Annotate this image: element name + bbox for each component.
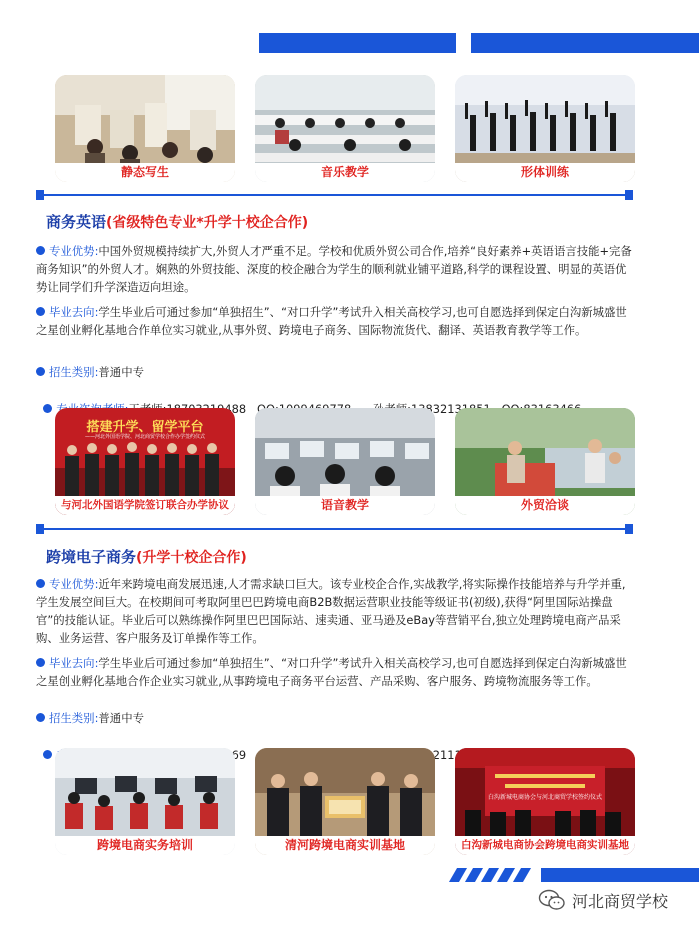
field-label: 专业优势: xyxy=(49,244,99,258)
photo-caption: 音乐教学 xyxy=(255,163,435,182)
divider-cap-left xyxy=(36,524,44,534)
bullet-icon xyxy=(36,367,45,376)
wechat-icon xyxy=(538,889,566,911)
divider-cap-right xyxy=(625,190,633,200)
photo-row-art xyxy=(55,75,635,182)
field-label: 招生类别: xyxy=(49,365,99,379)
field-value: 近年来跨境电商发展迅速,人才需求缺口巨大。该专业校企合作,实战教学,将实际操作技能培养与升学并重,学生发展空间巨大。在校期间可考取阿里巴巴跨境电商B2B数据运营职业技能等级证书(初级),获得“阿里国际站操盘官”的技能认证。毕业后可以熟练操作阿里巴巴国际站、速卖通、亚马逊及eBay等营销平台,独立处理跨境电商产品采购、业务运营、客户服务及订单操作等工作。 xyxy=(36,577,626,645)
section-title-cross-border-ecommerce xyxy=(46,546,247,567)
bullet-icon xyxy=(36,713,45,722)
section-title-tag: (省级特色专业*升学十校企合作) xyxy=(106,215,309,231)
photo-caption: 外贸洽谈 xyxy=(455,496,635,515)
field-value: 普通中专 xyxy=(98,365,144,379)
footer-stripe xyxy=(481,868,499,882)
footer-stripe xyxy=(497,868,515,882)
paragraph-enroll xyxy=(36,363,636,381)
divider-cap-left xyxy=(36,190,44,200)
field-label: 毕业去向: xyxy=(49,656,99,670)
section-title-business-english xyxy=(46,211,308,232)
footer-stripe xyxy=(513,868,531,882)
photo-caption: 跨境电商实务培训 xyxy=(55,836,235,855)
bullet-icon xyxy=(36,246,45,255)
photo-caption: 静态写生 xyxy=(55,163,235,182)
photo-banner-text: 搭建升学、留学平台 xyxy=(86,420,204,435)
photo-signing-ceremony xyxy=(55,408,235,515)
field-value: 学生毕业后可通过参加“单独招生”、“对口升学”考试升入相关高校学习,也可自愿选择到保定白沟新城盛世之星创业孵化基地合作单位实习就业,从事外贸、跨境电子商务、国际物流货代、翻译、英语教育教学等工作。 xyxy=(36,305,627,337)
section-divider xyxy=(36,190,633,200)
bullet-icon xyxy=(36,307,45,316)
footer-brand xyxy=(538,887,668,913)
field-value: 中国外贸规模持续扩大,外贸人才严重不足。学校和优质外贸公司合作,培养“良好素养+英语语言技能+完备商务知识”的外贸人才。娴熟的外贸技能、深度的校企融合为学生的顺利就业铺平道路,科学的课程设置、明显的英语优势让同学们升学深造迈向坦途。 xyxy=(36,244,632,294)
footer-stripe xyxy=(449,868,467,882)
section-title-text: 商务英语 xyxy=(46,213,107,231)
photo-caption: 白沟新城电商协会跨境电商实训基地 xyxy=(455,836,635,855)
field-label: 专业优势: xyxy=(49,577,99,591)
divider-cap-right xyxy=(625,524,633,534)
footer-stripe xyxy=(465,868,483,882)
divider-line xyxy=(36,528,633,530)
footer-brand-name: 河北商贸学校 xyxy=(572,891,669,911)
bullet-icon xyxy=(36,658,45,667)
footer-stripe-bar xyxy=(541,868,699,882)
bullet-icon xyxy=(43,750,52,759)
section-title-tag: (升学十校企合作) xyxy=(136,550,247,566)
header-accent-bar-1 xyxy=(259,33,456,53)
field-value: 普通中专 xyxy=(98,711,144,725)
photo-caption: 语音教学 xyxy=(255,496,435,515)
paragraph-advantage xyxy=(36,242,636,296)
photo-still-life xyxy=(55,75,235,182)
photo-music-class xyxy=(255,75,435,182)
photo-row-ecommerce xyxy=(55,748,635,855)
paragraph-destination xyxy=(36,303,636,339)
photo-qinghe-base xyxy=(255,748,435,855)
paragraph-destination xyxy=(36,654,636,690)
field-label: 招生类别: xyxy=(49,711,99,725)
bullet-icon xyxy=(43,404,52,413)
field-label: 毕业去向: xyxy=(49,305,99,319)
photo-dance-training xyxy=(455,75,635,182)
photo-caption: 形体训练 xyxy=(455,163,635,182)
photo-caption: 清河跨境电商实训基地 xyxy=(255,836,435,855)
field-value: 学生毕业后可通过参加“单独招生”、“对口升学”考试升入相关高校学习,也可自愿选择到保定白沟新城盛世之星创业孵化基地合作企业实习就业,从事跨境电子商务平台运营、产品采购、客户服务、跨境物流服务等工作。 xyxy=(36,656,627,688)
bullet-icon xyxy=(36,579,45,588)
photo-ecommerce-training xyxy=(55,748,235,855)
photo-trade-negotiation xyxy=(455,408,635,515)
section-title-text: 跨境电子商务 xyxy=(46,548,137,566)
photo-language-lab xyxy=(255,408,435,515)
header-accent-bar-2 xyxy=(471,33,699,53)
photo-row-english xyxy=(55,408,635,515)
photo-screen-text: 白沟新城电商协会与河北商贸学校签约仪式 xyxy=(487,794,602,801)
photo-banner-subtext: ——河北外国语学院、河北商贸学校合作办学签约仪式 xyxy=(84,434,205,440)
photo-caption: 与河北外国语学院签订联合办学协议 xyxy=(55,496,235,515)
paragraph-advantage xyxy=(36,575,636,647)
divider-line xyxy=(36,194,633,196)
section-divider xyxy=(36,524,633,534)
paragraph-enroll xyxy=(36,709,636,727)
photo-baigou-base xyxy=(455,748,635,855)
footer-stripes xyxy=(449,868,699,882)
